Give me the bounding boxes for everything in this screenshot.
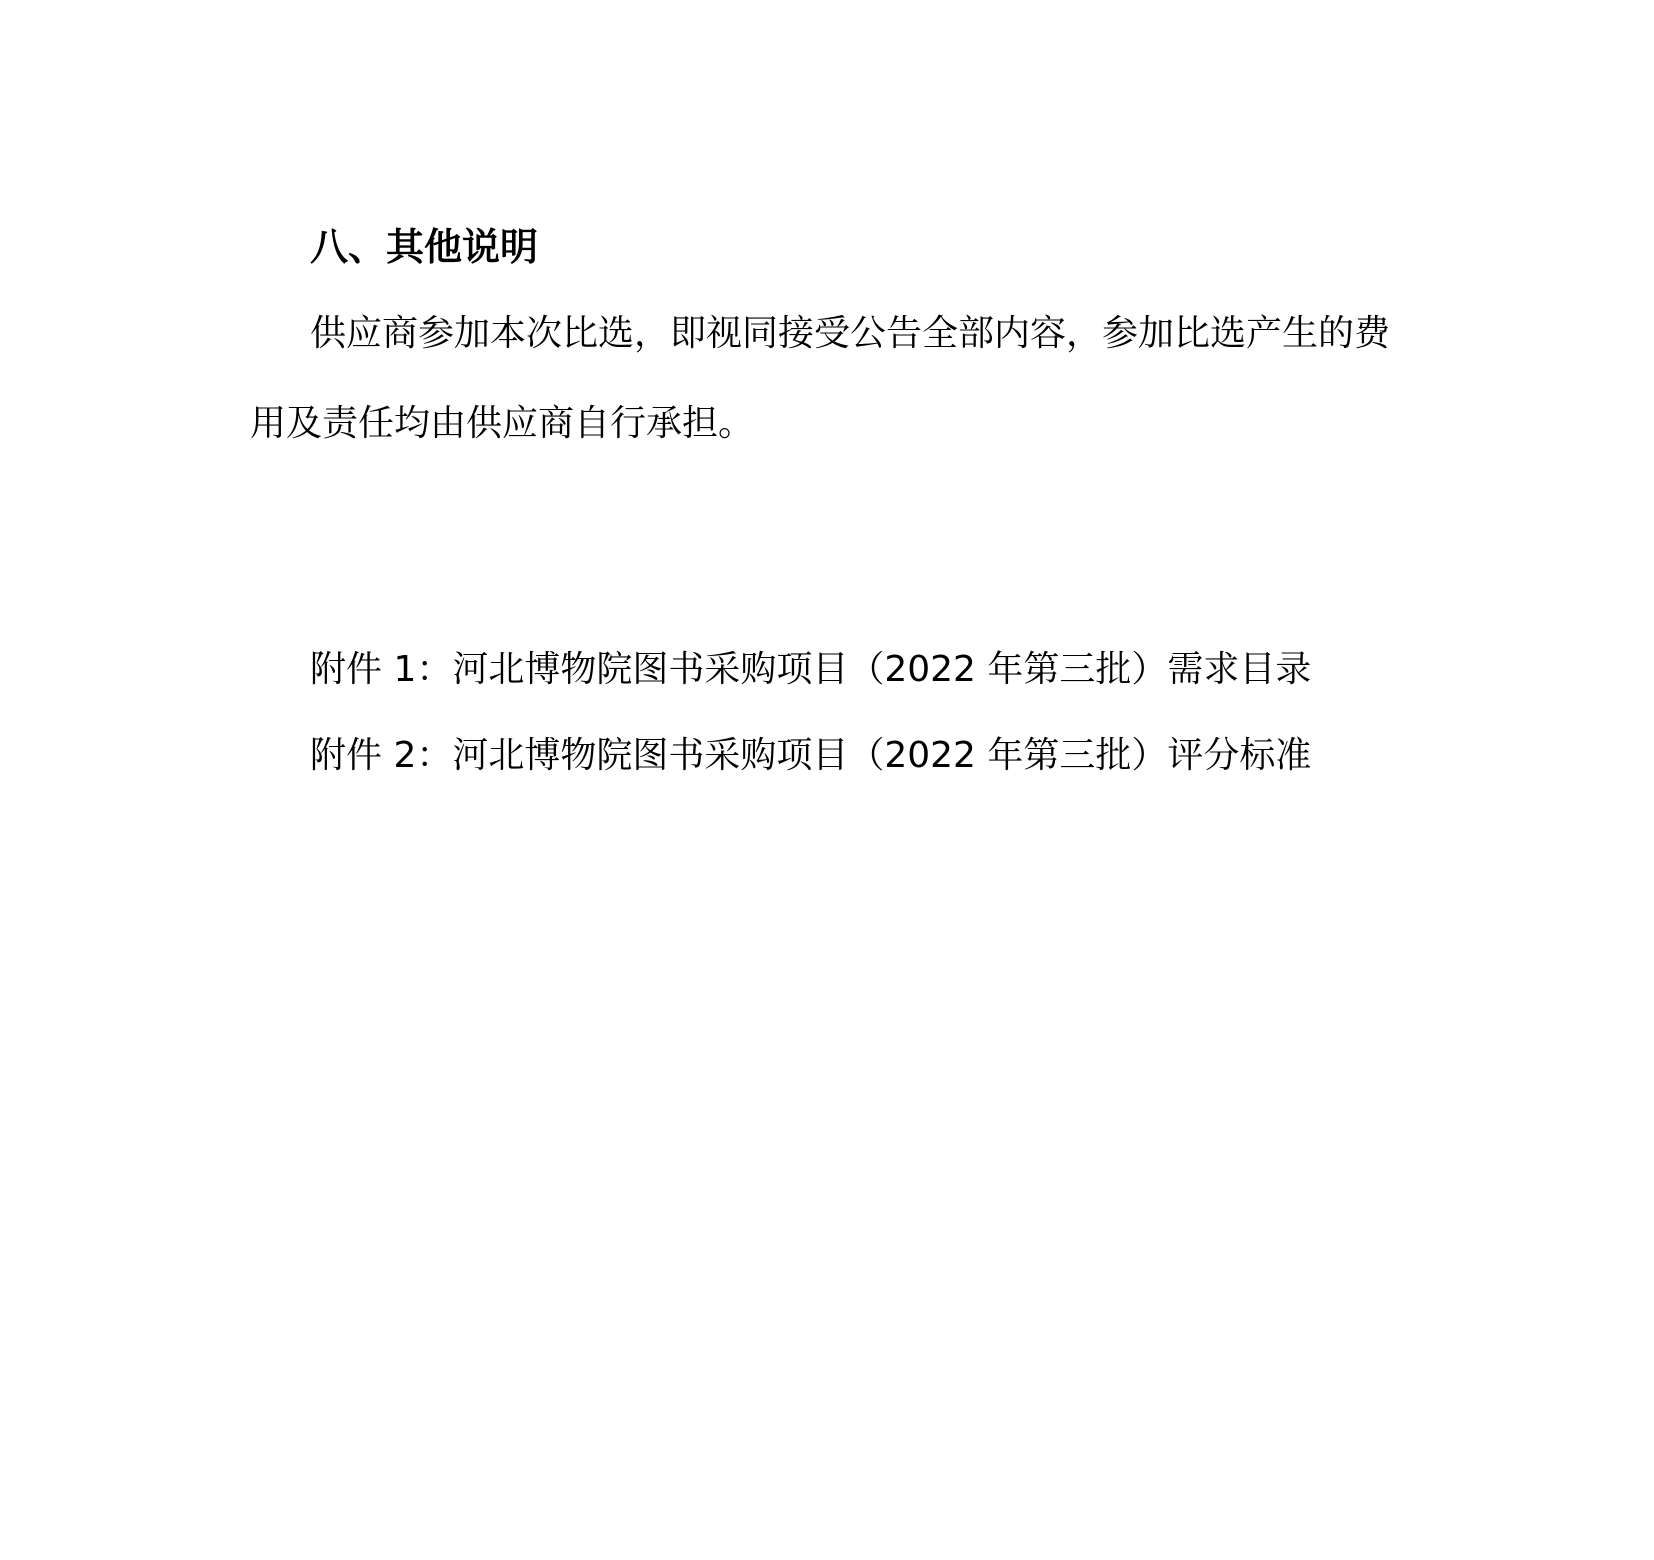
attachment-item-2: 附件 2：河北博物院图书采购项目（2022 年第三批）评分标准 — [310, 735, 1312, 776]
document-content — [250, 205, 1420, 799]
section-heading: 八、其他说明 — [310, 225, 539, 269]
attachment-list — [250, 627, 1420, 799]
attachment-item-1: 附件 1：河北博物院图书采购项目（2022 年第三批）需求目录 — [310, 649, 1312, 690]
section-body-paragraph: 供应商参加本次比选，即视同接受公告全部内容，参加比选产生的费用及责任均由供应商自行承担。 — [250, 313, 1391, 444]
